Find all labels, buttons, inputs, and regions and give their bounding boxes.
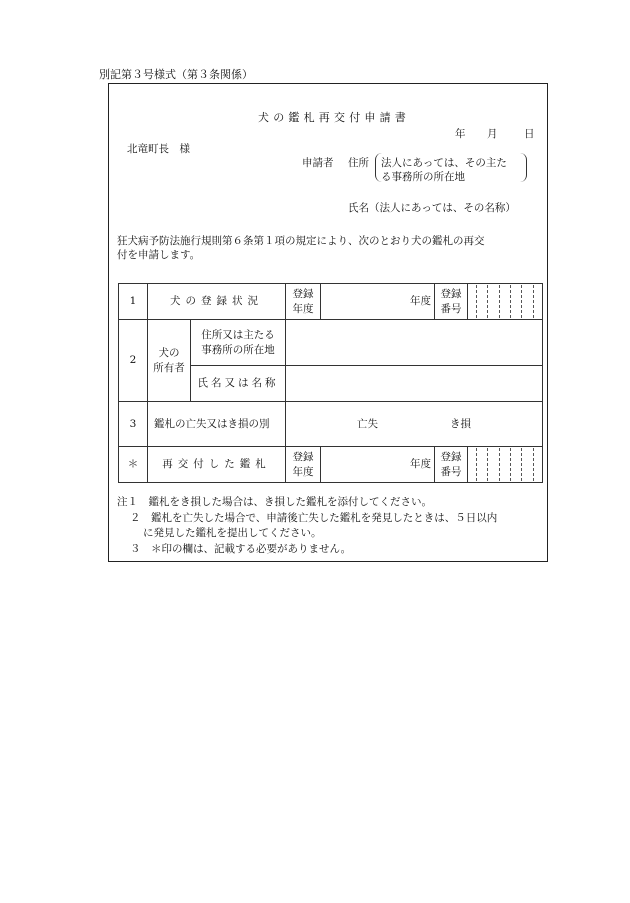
registration-number-field[interactable] <box>468 284 543 320</box>
applicant-label: 申請者 <box>302 157 334 169</box>
registration-number-label: 登録 番号 <box>435 284 468 320</box>
date-month-label: 月 <box>487 128 498 140</box>
addressee: 北竜町長 様 <box>127 143 190 155</box>
registration-number-digit-boxes <box>468 448 542 481</box>
body-text-line1: 狂犬病予防法施行規則第６条第１項の規定により、次のとおり犬の鑑札の再交 <box>117 235 485 247</box>
registration-year-label: 登録 年度 <box>286 284 321 320</box>
note-3: ３ ＊印の欄は、記載する必要がありません。 <box>130 542 352 555</box>
option-damaged[interactable]: き損 <box>450 417 471 430</box>
loss-or-damage-options <box>286 402 543 447</box>
owner-name-label: 氏名又は名称 <box>191 366 286 402</box>
row-number: 2 <box>119 320 148 402</box>
date-day-label: 日 <box>524 128 535 140</box>
note-1: 注１ 鑑札をき損した場合は、き損した鑑札を添付してください。 <box>117 496 432 508</box>
table-row <box>119 447 543 483</box>
applicant-name-label: 氏名（法人にあっては、その名称） <box>348 202 516 214</box>
option-lost[interactable]: 亡失 <box>357 417 378 430</box>
owner-name-field[interactable] <box>286 366 543 402</box>
owner-address-field[interactable] <box>286 320 543 366</box>
registration-number-digit-boxes <box>468 285 542 318</box>
registration-year-field[interactable]: 年度 <box>321 284 435 320</box>
address-note-line1: 法人にあっては、その主た <box>381 157 507 169</box>
note-2: ２ 鑑札を亡失した場合で、申請後亡失した鑑札を発見したときは、５日以内 <box>130 511 498 524</box>
loss-or-damage-label: 鑑札の亡失又はき損の別 <box>148 402 286 447</box>
row-number: 1 <box>119 284 148 320</box>
table-row <box>119 402 543 447</box>
notes <box>117 495 497 557</box>
table-row <box>119 284 543 320</box>
dog-owner-label: 犬の 所有者 <box>148 320 191 402</box>
form-title: 犬の鑑札再交付申請書 <box>258 111 410 124</box>
note-2-continued: に発見した鑑札を提出してください。 <box>143 527 322 539</box>
body-text-line2: 付を申請します。 <box>117 249 201 261</box>
date-year-label: 年 <box>455 128 466 140</box>
application-table <box>118 283 543 483</box>
address-label: 住所 <box>348 157 369 169</box>
registration-number-label: 登録 番号 <box>435 447 468 483</box>
table-row <box>119 320 543 366</box>
dog-registration-status-label: 犬の登録状況 <box>148 284 286 320</box>
owner-address-label: 住所又は主たる 事務所の所在地 <box>191 320 286 366</box>
address-note-line2: る事務所の所在地 <box>381 171 465 183</box>
row-number: ＊ <box>119 447 148 483</box>
registration-number-field[interactable] <box>468 447 543 483</box>
registration-year-label: 登録 年度 <box>286 447 321 483</box>
reissued-tag-label: 再交付した鑑札 <box>148 447 286 483</box>
row-number: 3 <box>119 402 148 447</box>
form-number-label: 別記第３号様式（第３条関係） <box>99 68 253 81</box>
registration-year-field[interactable]: 年度 <box>321 447 435 483</box>
